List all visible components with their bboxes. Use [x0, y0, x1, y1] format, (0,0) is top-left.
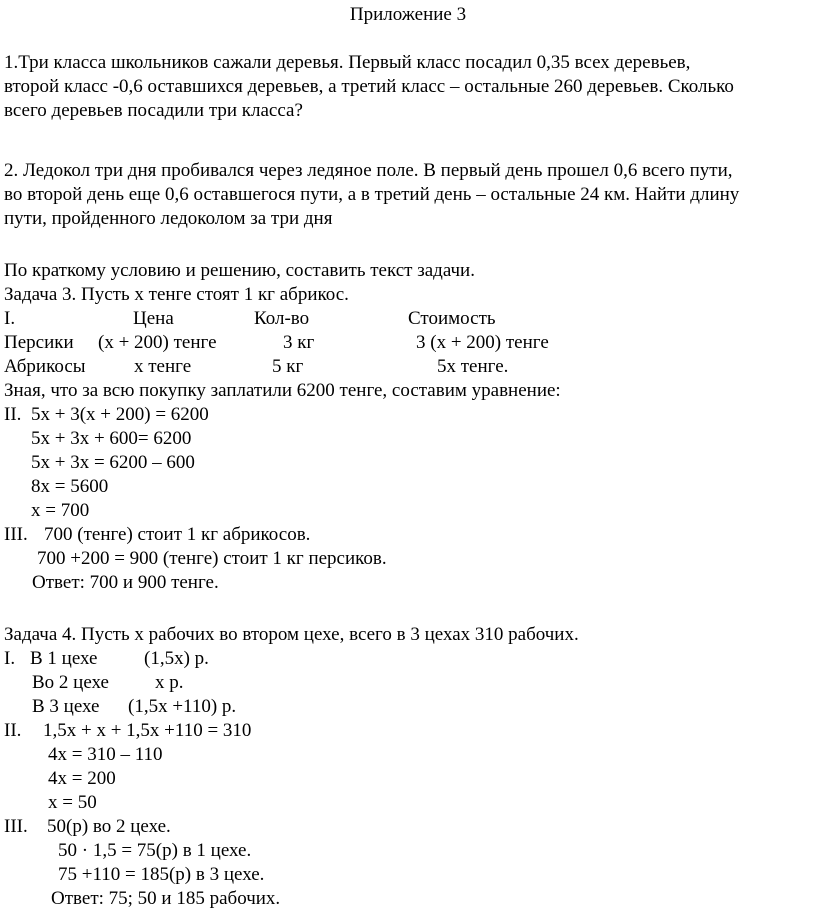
- column-header-cost: Стоимость: [408, 308, 496, 329]
- equation-line: 5х + 3х = 6200 – 600: [31, 452, 195, 473]
- workshop-label: В 3 цехе: [32, 696, 100, 717]
- table-row-name: Персики: [4, 332, 74, 353]
- table-row-cost: 3 (х + 200) тенге: [416, 332, 549, 353]
- task-4-roman-3: III.: [4, 816, 28, 837]
- problem-1-line: второй класс -0,6 оставшихся деревьев, а третий класс – остальные 260 деревьев. Сколько: [4, 76, 734, 97]
- task-3-roman-3: III.: [4, 524, 28, 545]
- table-row-quantity: 5 кг: [272, 356, 304, 377]
- answer-line: Ответ: 75; 50 и 185 рабочих.: [51, 888, 281, 909]
- column-header-price: Цена: [133, 308, 174, 329]
- task-4-roman-2: II.: [4, 720, 22, 741]
- workshop-value: (1,5х) р.: [144, 648, 209, 669]
- problem-2: [4, 159, 812, 231]
- task-3-roman-2: II.: [4, 404, 22, 425]
- workshop-label: Во 2 цехе: [32, 672, 109, 693]
- task-4-header: Задача 4. Пусть х рабочих во втором цехе, всего в 3 цехах 310 рабочих.: [4, 624, 579, 645]
- problem-2-line: пути, пройденного ледоколом за три дня: [4, 208, 333, 229]
- table-row-quantity: 3 кг: [283, 332, 315, 353]
- equation-line: 4х = 310 – 110: [48, 744, 163, 765]
- task-4-roman-1: I.: [4, 648, 16, 669]
- table-row-price: х тенге: [134, 356, 192, 377]
- column-header-quantity: Кол-во: [254, 308, 310, 329]
- problem-1: [4, 51, 812, 123]
- solution-line: 50 · 1,5 = 75(р) в 1 цехе.: [58, 840, 252, 861]
- answer-line: Ответ: 700 и 900 тенге.: [32, 572, 219, 593]
- equation-line: 1,5х + х + 1,5х +110 = 310: [43, 720, 252, 741]
- equation-line: 8х = 5600: [31, 476, 109, 497]
- problem-2-line: 2. Ледокол три дня пробивался через ледяное поле. В первый день прошел 0,6 всего пути,: [4, 160, 733, 181]
- table-row-name: Абрикосы: [4, 356, 86, 377]
- solution-line: 50(р) во 2 цехе.: [47, 816, 171, 837]
- equation-line: 4х = 200: [48, 768, 116, 789]
- table-row-price: (х + 200) тенге: [98, 332, 217, 353]
- workshop-value: х р.: [155, 672, 184, 693]
- equation-intro: Зная, что за всю покупку заплатили 6200 тенге, составим уравнение:: [4, 380, 561, 401]
- problem-1-line: всего деревьев посадили три класса?: [4, 100, 303, 121]
- solution-line: 700 +200 = 900 (тенге) стоит 1 кг персиков.: [37, 548, 387, 569]
- workshop-value: (1,5х +110) р.: [128, 696, 237, 717]
- instruction-text: По краткому условию и решению, составить текст задачи.: [4, 260, 475, 281]
- task-3-header: Задача 3. Пусть х тенге стоят 1 кг абрикос.: [4, 284, 349, 305]
- problem-1-line: 1.Три класса школьников сажали деревья. Первый класс посадил 0,35 всех деревьев,: [4, 52, 691, 73]
- workshop-label: В 1 цехе: [30, 648, 98, 669]
- equation-line: х = 700: [31, 500, 90, 521]
- equation-line: 5х + 3х + 600= 6200: [31, 428, 192, 449]
- table-row-cost: 5х тенге.: [437, 356, 509, 377]
- problem-2-line: во второй день еще 0,6 оставшегося пути, а в третий день – остальные 24 км. Найти длину: [4, 184, 740, 205]
- appendix-title: Приложение 3: [349, 4, 467, 25]
- equation-line: 5х + 3(х + 200) = 6200: [31, 404, 209, 425]
- solution-line: 700 (тенге) стоит 1 кг абрикосов.: [44, 524, 311, 545]
- equation-line: х = 50: [48, 792, 97, 813]
- task-3-roman-1: I.: [4, 308, 16, 329]
- solution-line: 75 +110 = 185(р) в 3 цехе.: [58, 864, 265, 885]
